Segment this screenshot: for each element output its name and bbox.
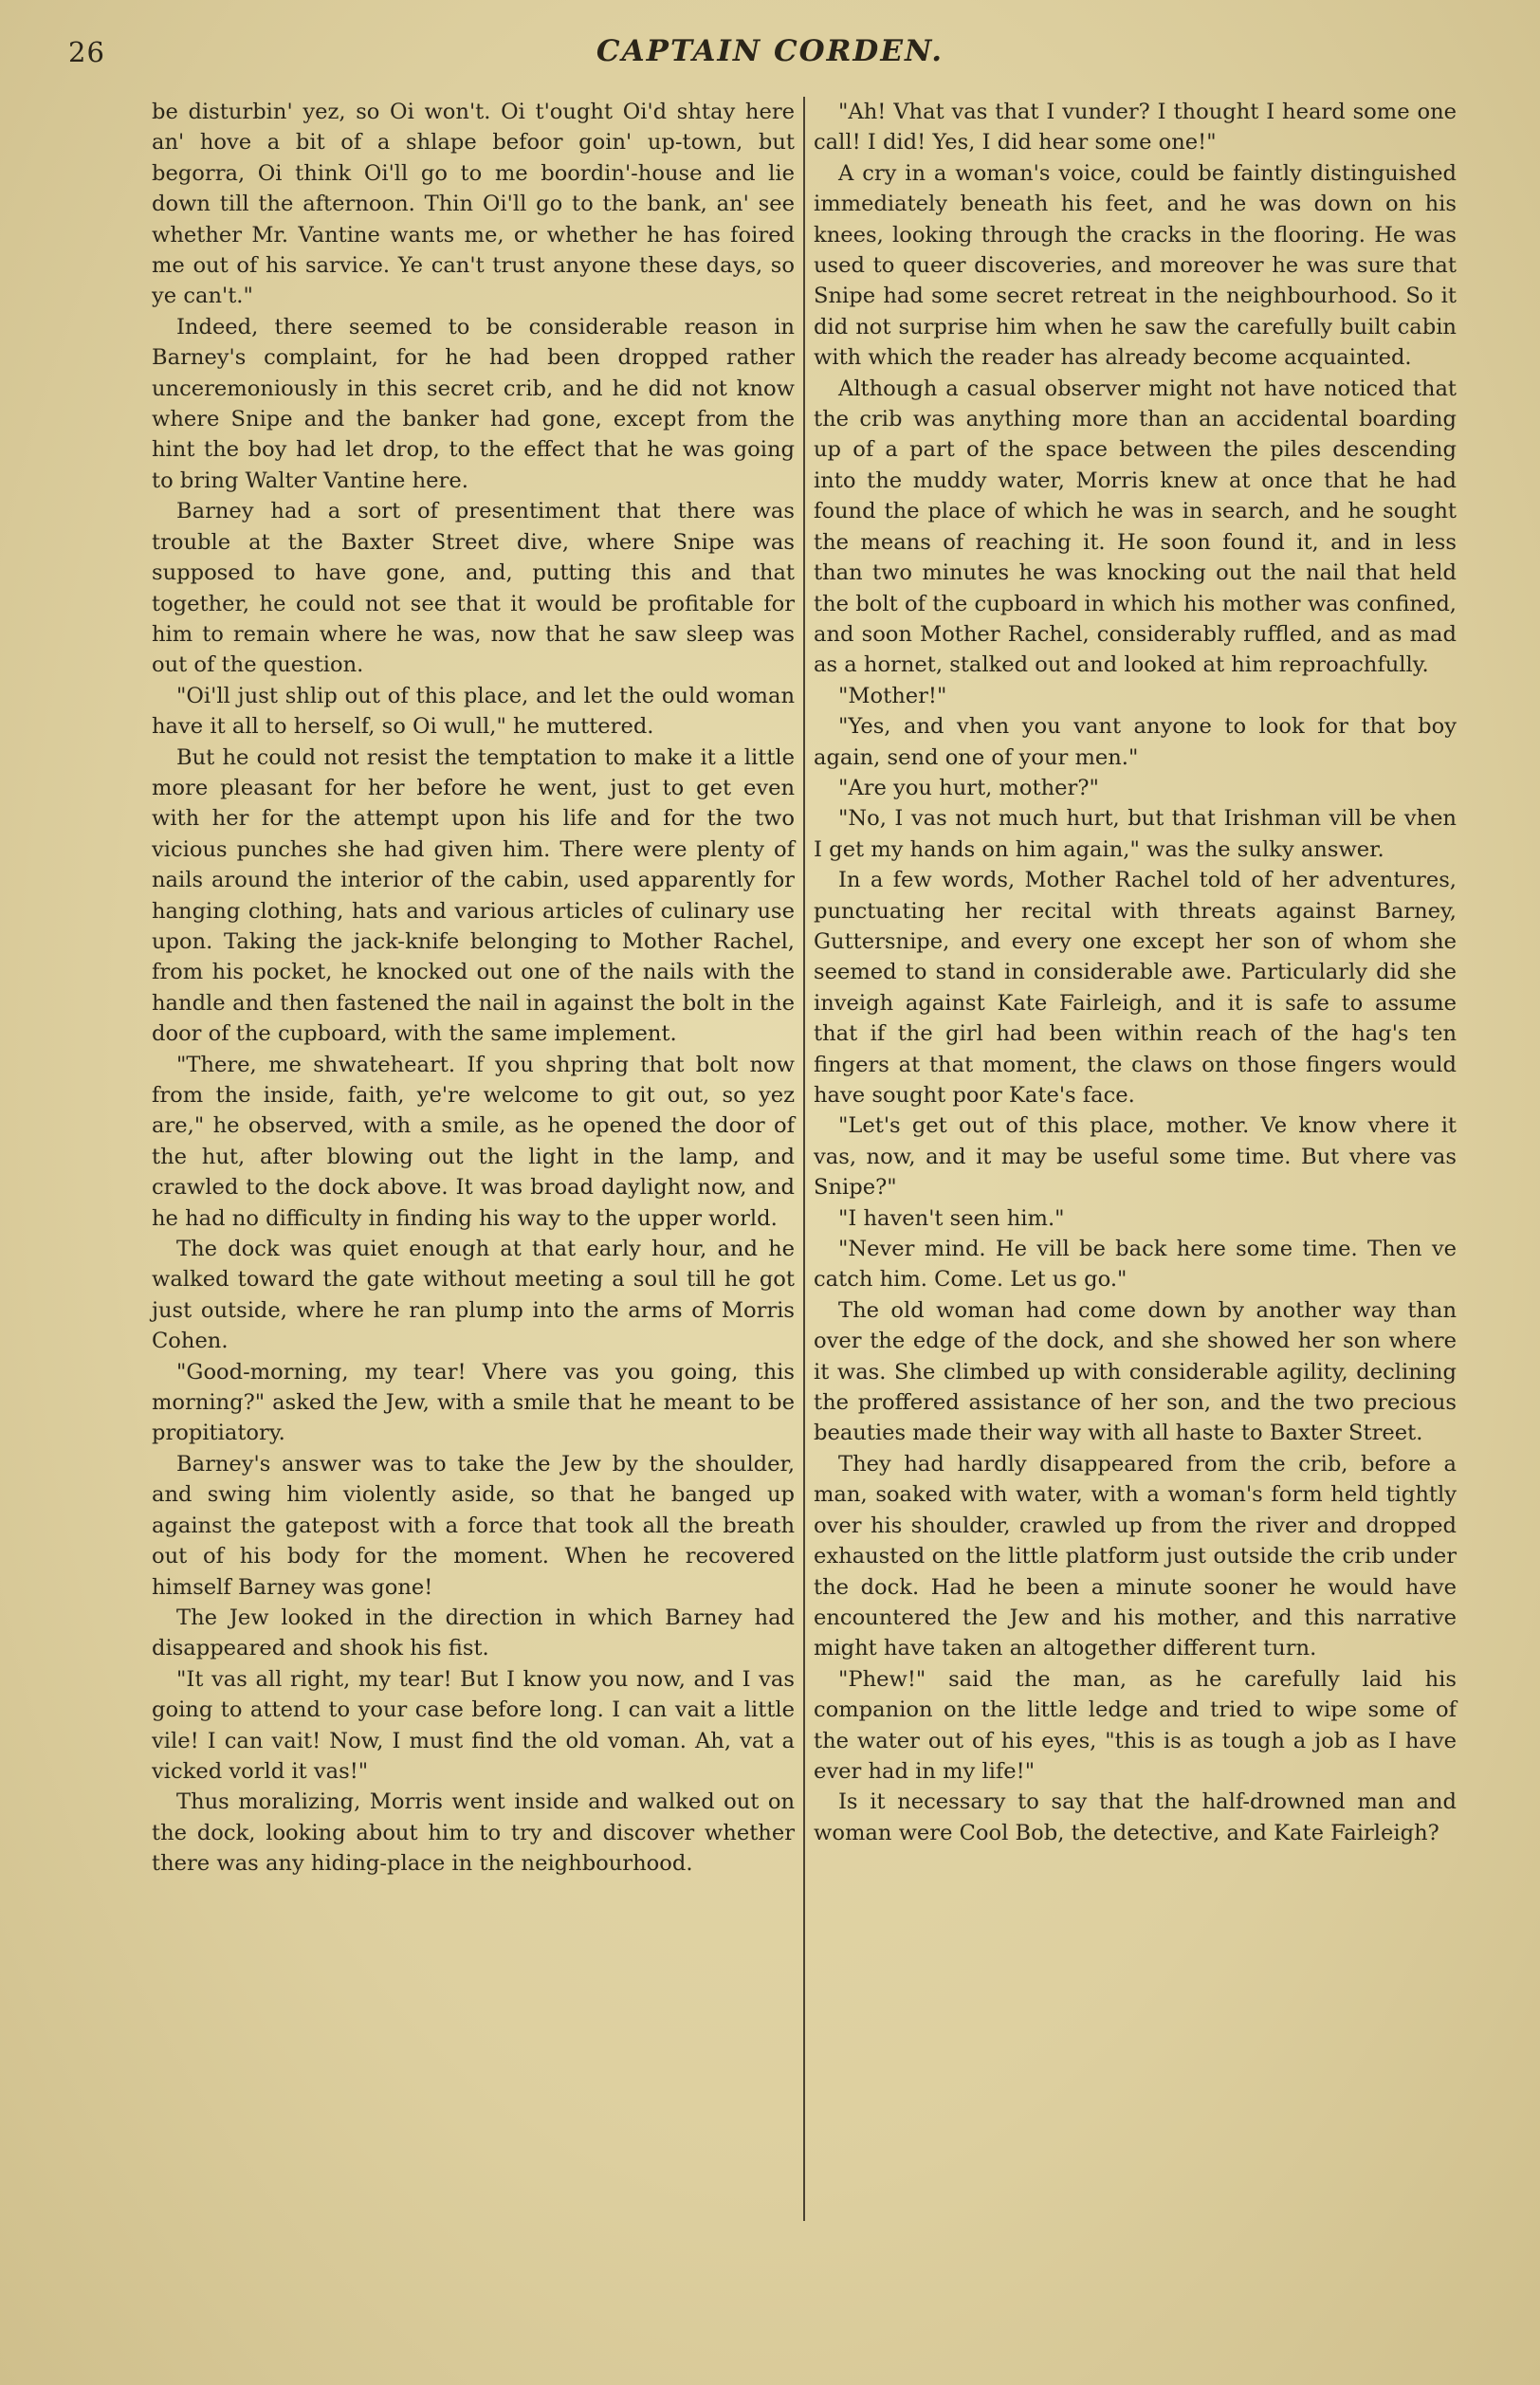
- paragraph: "Ah! Vhat vas that I vunder? I thought I heard some one call! I did! Yes, I did hear some one!": [814, 100, 1457, 156]
- paragraph: In a few words, Mother Rachel told of her adventures, punctuating her recital with threats against Barney, Guttersnipe, and every one except her son of whom she seemed to stand in considerable awe. Particularly did she inveigh against Kate Fairleigh, and it is safe to assume that if the girl had been within reach of the hag's ten fingers at that moment, the claws on those fingers would have sought poor Kate's face.: [814, 868, 1457, 1108]
- left-column: [152, 97, 795, 1880]
- page-number: 26: [68, 36, 105, 68]
- page-header: [63, 28, 1477, 76]
- paragraph: The Jew looked in the direction in which Barney had disappeared and shook his fist.: [152, 1605, 795, 1661]
- paragraph: be disturbin' yez, so Oi won't. Oi t'ought Oi'd shtay here an' hove a bit of a shlape befoor goin' up-town, but begorra, Oi think Oi'll go to me boordin'-house and lie down till the afternoon. Thin Oi'll go to the bank, an' see whether Mr. Vantine wants me, or whether he has foired me out of his sarvice. Ye can't trust anyone these days, so ye can't.": [152, 100, 795, 309]
- paragraph: But he could not resist the temptation to make it a little more pleasant for her before he went, just to get even with her for the attempt upon his life and for the two vicious punches she had given him. There were plenty of nails around the interior of the cabin, used apparently for hanging clothing, hats and various articles of culinary use upon. Taking the jack-knife belonging to Mother Rachel, from his pocket, he knocked out one of the nails with the handle and then fastened the nail in against the bolt in the door of the cupboard, with the same implement.: [152, 744, 795, 1047]
- right-column: [814, 97, 1457, 1848]
- paragraph: The dock was quiet enough at that early hour, and he walked toward the gate without meeting a soul till he got just outside, where he ran plump into the arms of Morris Cohen.: [152, 1237, 795, 1354]
- paragraph: "No, I vas not much hurt, but that Irishman vill be vhen I get my hands on him again," was the sulky answer.: [814, 806, 1457, 862]
- paragraph: A cry in a woman's voice, could be faintly distinguished immediately beneath his feet, and he was down on his knees, looking through the cracks in the flooring. He was used to queer discoveries, and moreover he was sure that Snipe had some secret retreat in the neighbourhood. So it did not surprise him when he saw the carefully built cabin with which the reader has already become acquainted.: [814, 160, 1457, 371]
- paragraph: "It vas all right, my tear! But I know you now, and I vas going to attend to your case before long. I can vait a little vile! I can vait! Now, I must find the old voman. Ah, vat a vicked vorld it vas!": [152, 1666, 795, 1784]
- paragraph: The old woman had come down by another way than over the edge of the dock, and she showed her son where it was. She climbed up with considerable agility, declining the proffered assistance of her son, and the two precious beauties made their way with all haste to Baxter Street.: [814, 1297, 1457, 1446]
- paragraph: "Let's get out of this place, mother. Ve know vhere it vas, now, and it may be useful some time. But vhere vas Snipe?": [814, 1113, 1457, 1201]
- paragraph: "Mother!": [838, 683, 947, 708]
- paragraph: "Never mind. He vill be back here some time. Then ve catch him. Come. Let us go.": [814, 1237, 1457, 1293]
- paragraph: "I haven't seen him.": [838, 1205, 1065, 1231]
- paragraph: "Oi'll just shlip out of this place, and let the ould woman have it all to herself, so Oi wull," he muttered.: [152, 683, 795, 740]
- column-divider: [803, 97, 805, 2221]
- paragraph: "Are you hurt, mother?": [838, 775, 1099, 800]
- paragraph: "Good-morning, my tear! Vhere vas you going, this morning?" asked the Jew, with a smile that he meant to be propitiatory.: [152, 1359, 795, 1446]
- paragraph: Is it necessary to say that the half-drowned man and woman were Cool Bob, the detective, and Kate Fairleigh?: [814, 1789, 1457, 1845]
- paragraph: They had hardly disappeared from the crib, before a man, soaked with water, with a woman's form held tightly over his shoulder, crawled up from the river and dropped exhausted on the little platform just outside the crib under the dock. Had he been a minute sooner he would have encountered the Jew and his mother, and this narrative might have taken an altogether different turn.: [814, 1451, 1457, 1661]
- paragraph: "There, me shwateheart. If you shpring that bolt now from the inside, faith, ye're welcome to git out, so yez are," he observed, with a smile, as he opened the door of the hut, after blowing out the light in the lamp, and crawled to the dock above. It was broad daylight now, and he had no difficulty in finding his way to the upper world.: [152, 1052, 795, 1231]
- paragraph: Thus moralizing, Morris went inside and walked out on the dock, looking about him to try and discover whether there was any hiding-place in the neighbourhood.: [152, 1789, 795, 1877]
- paragraph: "Yes, and vhen you vant anyone to look for that boy again, send one of your men.": [814, 714, 1457, 770]
- paragraph: Barney's answer was to take the Jew by the shoulder, and swing him violently aside, so that he banged up against the gatepost with a force that took all the breath out of his body for the moment. When he recovered himself Barney was gone!: [152, 1451, 795, 1600]
- paragraph: "Phew!" said the man, as he carefully laid his companion on the little ledge and tried to wipe some of the water out of his eyes, "this is as tough a job as I have ever had in my life!": [814, 1666, 1457, 1784]
- paragraph: Indeed, there seemed to be considerable reason in Barney's complaint, for he had been dropped rather unceremoniously in this secret crib, and he did not know where Snipe and the banker had gone, except from the hint the boy had let drop, to the effect that he was going to bring Walter Vantine here.: [152, 314, 795, 493]
- paragraph: Barney had a sort of presentiment that there was trouble at the Baxter Street dive, where Snipe was supposed to have gone, and, putting this and that together, he could not see that it would be profitable for him to remain where he was, now that he saw sleep was out of the question.: [152, 499, 795, 678]
- running-title: CAPTAIN CORDEN.: [596, 34, 944, 68]
- paragraph: Although a casual observer might not have noticed that the crib was anything more than an accidental boarding up of a part of the space between the piles descending into the muddy water, Morris knew at once that he had found the place of which he was in search, and he sought the means of reaching it. He soon found it, and in less than two minutes he was knocking out the nail that held the bolt of the cupboard in which his mother was confined, and soon Mother Rachel, considerably ruffled, and as mad as a hornet, stalked out and looked at him reproachfully.: [814, 376, 1457, 678]
